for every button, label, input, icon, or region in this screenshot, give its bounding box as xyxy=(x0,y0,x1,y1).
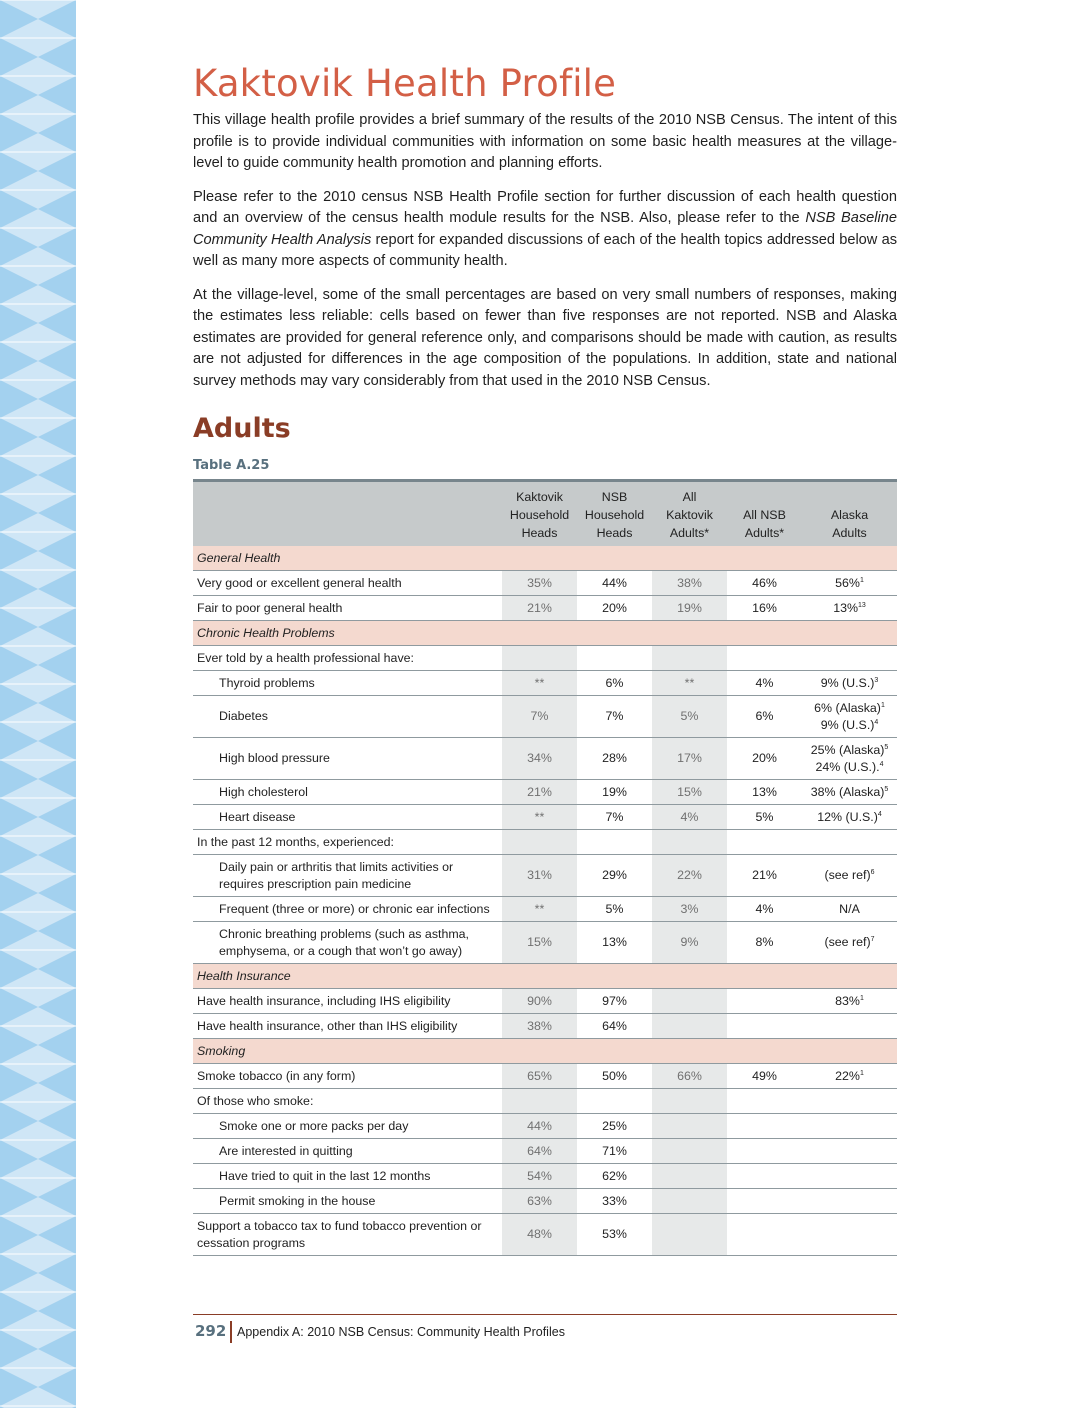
row-label: In the past 12 months, experienced: xyxy=(193,830,502,855)
value-cell xyxy=(727,1014,802,1039)
value-cell xyxy=(577,1089,652,1114)
alaska-value xyxy=(804,993,895,1010)
alaska-cell xyxy=(802,922,897,964)
row-label: Thyroid problems xyxy=(193,671,502,696)
table-row xyxy=(193,738,897,780)
value-cell xyxy=(577,830,652,855)
column-header xyxy=(502,481,577,547)
footnote-ref: 1 xyxy=(859,1069,864,1077)
value-cell: 15% xyxy=(652,780,727,805)
value-cell: ** xyxy=(652,671,727,696)
alaska-value-text: 83% xyxy=(835,993,860,1008)
value-cell: 21% xyxy=(502,780,577,805)
table-row xyxy=(193,671,897,696)
value-cell: 33% xyxy=(577,1189,652,1214)
value-cell xyxy=(502,646,577,671)
alaska-value xyxy=(804,1068,895,1085)
row-label: High blood pressure xyxy=(193,738,502,780)
alaska-value xyxy=(804,675,895,692)
value-cell: 20% xyxy=(727,738,802,780)
column-header-line: Adults* xyxy=(744,526,785,540)
value-cell: 20% xyxy=(577,596,652,621)
value-cell xyxy=(727,830,802,855)
value-cell: 5% xyxy=(577,897,652,922)
value-cell xyxy=(652,1014,727,1039)
row-label: Very good or excellent general health xyxy=(193,571,502,596)
column-header-line: All NSB xyxy=(743,508,786,522)
value-cell xyxy=(727,1139,802,1164)
value-cell: 8% xyxy=(727,922,802,964)
alaska-value xyxy=(804,809,895,826)
column-header-line: Adults* xyxy=(669,526,710,540)
value-cell: 54% xyxy=(502,1164,577,1189)
alaska-value-text: 24% (U.S.). xyxy=(815,759,880,774)
value-cell xyxy=(727,1089,802,1114)
intro-paragraph-3: At the village-level, some of the small percentages are based on very small numbers of responses, making the estimates less reliable: cells based on fewer than five responses are not reported. NSB and Alaska estimates are provided for general reference only, and comparisons should be made with caution, as results are not adjusted for differences in the age composition of the populations. In addition, state and national survey methods may vary considerably from that used in the 2010 NSB Census. xyxy=(193,286,897,389)
table-row xyxy=(193,855,897,897)
footnote-ref: 6 xyxy=(870,869,875,876)
alaska-cell xyxy=(802,671,897,696)
value-cell: 22% xyxy=(652,855,727,897)
footnote-ref: 1 xyxy=(880,701,885,709)
table-row xyxy=(193,989,897,1014)
row-label: Smoke one or more packs per day xyxy=(193,1114,502,1139)
intro-p2-text-a: Please refer to the 2010 census NSB Health Profile section for further discussion of each health question and an overview of the census health module results for the NSB. Also, please refer to the xyxy=(193,188,897,226)
table-row xyxy=(193,830,897,855)
footer-separator xyxy=(230,1321,232,1343)
report-title: NSB Baseline Community Health Analysis xyxy=(193,210,898,248)
row-label: Of those who smoke: xyxy=(193,1089,502,1114)
value-cell: 9% xyxy=(652,922,727,964)
value-cell xyxy=(502,1089,577,1114)
footnote-ref: 7 xyxy=(870,936,875,943)
value-cell xyxy=(652,1189,727,1214)
value-cell xyxy=(652,1139,727,1164)
value-cell: 34% xyxy=(502,738,577,780)
table-caption: Table A.25 xyxy=(193,458,270,473)
alaska-cell xyxy=(802,989,897,1014)
table-row xyxy=(193,1014,897,1039)
section-row xyxy=(193,1039,897,1064)
value-cell xyxy=(502,830,577,855)
alaska-cell xyxy=(802,738,897,780)
value-cell xyxy=(652,1114,727,1139)
value-cell: 6% xyxy=(577,671,652,696)
alaska-cell xyxy=(802,596,897,621)
value-cell xyxy=(652,1089,727,1114)
intro-paragraph-2 xyxy=(193,187,897,273)
alaska-value-text: 25% (Alaska) xyxy=(810,742,885,757)
value-cell: 13% xyxy=(727,780,802,805)
section-title: Adults xyxy=(193,413,291,444)
column-header-line: Alaska xyxy=(830,508,869,522)
alaska-value xyxy=(804,742,895,759)
value-cell: 66% xyxy=(652,1064,727,1089)
row-label: Ever told by a health professional have: xyxy=(193,646,502,671)
value-cell: 64% xyxy=(577,1014,652,1039)
alaska-value xyxy=(804,759,895,776)
value-cell: 3% xyxy=(652,897,727,922)
alaska-value-text: 12% (U.S.) xyxy=(817,809,878,824)
value-cell xyxy=(727,1189,802,1214)
alaska-value-text: 13% xyxy=(833,600,858,615)
value-cell xyxy=(727,646,802,671)
column-header-line: Household xyxy=(509,508,570,522)
page-title: Kaktovik Health Profile xyxy=(193,62,617,105)
value-cell: 6% xyxy=(727,696,802,738)
alaska-cell xyxy=(802,897,897,922)
value-cell: 29% xyxy=(577,855,652,897)
row-label: Permit smoking in the house xyxy=(193,1189,502,1214)
alaska-value-text: 22% xyxy=(835,1068,860,1083)
section-label: Smoking xyxy=(193,1039,897,1064)
alaska-value xyxy=(804,717,895,734)
alaska-cell xyxy=(802,1189,897,1214)
value-cell: 35% xyxy=(502,571,577,596)
row-label: Daily pain or arthritis that limits activities or requires prescription pain medicine xyxy=(193,855,502,897)
page-number: 292 xyxy=(195,1322,227,1340)
alaska-value xyxy=(804,901,895,918)
alaska-cell xyxy=(802,830,897,855)
value-cell: 90% xyxy=(502,989,577,1014)
alaska-cell xyxy=(802,780,897,805)
value-cell: 17% xyxy=(652,738,727,780)
alaska-value-text: 56% xyxy=(835,575,860,590)
footer-text: Appendix A: 2010 NSB Census: Community Health Profiles xyxy=(237,1325,565,1339)
alaska-value-text: 38% (Alaska) xyxy=(810,784,885,799)
value-cell: 97% xyxy=(577,989,652,1014)
alaska-cell xyxy=(802,1089,897,1114)
table-row xyxy=(193,696,897,738)
table-header-row xyxy=(193,481,897,547)
alaska-value xyxy=(804,700,895,717)
column-header-line: Kaktovik xyxy=(666,508,713,522)
value-cell: 21% xyxy=(727,855,802,897)
table-row xyxy=(193,1164,897,1189)
alaska-value-text: (see ref) xyxy=(824,868,871,882)
value-cell: 15% xyxy=(502,922,577,964)
value-cell xyxy=(577,646,652,671)
value-cell xyxy=(652,989,727,1014)
alaska-value-text: 9% (U.S.) xyxy=(820,717,875,732)
row-label: Diabetes xyxy=(193,696,502,738)
value-cell: 4% xyxy=(727,671,802,696)
row-label: Are interested in quitting xyxy=(193,1139,502,1164)
page-footer xyxy=(193,1314,897,1349)
value-cell: ** xyxy=(502,805,577,830)
alaska-cell xyxy=(802,1214,897,1256)
alaska-value-text: 6% (Alaska) xyxy=(814,700,881,715)
alaska-cell xyxy=(802,1064,897,1089)
row-label: Chronic breathing problems (such as asthma, emphysema, or a cough that won’t go away) xyxy=(193,922,502,964)
page-content xyxy=(193,62,897,1256)
row-label: Support a tobacco tax to fund tobacco prevention or cessation programs xyxy=(193,1214,502,1256)
intro-p2-text-b: report for expanded discussions of each of the health topics addressed below as well as many more aspects of community health. xyxy=(193,231,897,269)
value-cell: 21% xyxy=(502,596,577,621)
value-cell: 46% xyxy=(727,571,802,596)
table-row xyxy=(193,1064,897,1089)
value-cell: ** xyxy=(502,671,577,696)
column-header xyxy=(193,481,502,547)
value-cell: 16% xyxy=(727,596,802,621)
value-cell: 62% xyxy=(577,1164,652,1189)
column-header-line: Kaktovik xyxy=(516,490,563,504)
column-header-line: Heads xyxy=(596,526,633,540)
row-label: Frequent (three or more) or chronic ear infections xyxy=(193,897,502,922)
value-cell: 50% xyxy=(577,1064,652,1089)
column-header xyxy=(802,481,897,547)
section-label: General Health xyxy=(193,546,897,571)
alaska-value-text: N/A xyxy=(839,901,860,916)
value-cell: 44% xyxy=(502,1114,577,1139)
alaska-value xyxy=(804,934,895,951)
alaska-cell xyxy=(802,805,897,830)
value-cell: 65% xyxy=(502,1064,577,1089)
table-row xyxy=(193,596,897,621)
table-row xyxy=(193,1214,897,1256)
value-cell xyxy=(652,830,727,855)
alaska-cell xyxy=(802,696,897,738)
row-label: Have health insurance, other than IHS eligibility xyxy=(193,1014,502,1039)
alaska-value-text: 9% (U.S.) xyxy=(820,675,875,690)
value-cell: 4% xyxy=(652,805,727,830)
section-row xyxy=(193,546,897,571)
alaska-cell xyxy=(802,855,897,897)
value-cell: ** xyxy=(502,897,577,922)
value-cell: 44% xyxy=(577,571,652,596)
footnote-ref: 3 xyxy=(874,676,879,684)
intro-paragraph-1: This village health profile provides a brief summary of the results of the 2010 NSB Census. The intent of this profile is to provide individual communities with information on some basic health measures at the village-level to guide community health promotion and planning efforts. xyxy=(193,112,897,171)
footnote-ref: 1 xyxy=(859,576,864,584)
table-row xyxy=(193,897,897,922)
decorative-border xyxy=(0,0,76,1408)
value-cell: 5% xyxy=(652,696,727,738)
value-cell: 7% xyxy=(577,696,652,738)
value-cell: 53% xyxy=(577,1214,652,1256)
footnote-ref: 5 xyxy=(884,785,889,793)
alaska-cell xyxy=(802,1114,897,1139)
column-header-line: Adults xyxy=(832,526,867,540)
value-cell xyxy=(652,1214,727,1256)
section-label: Chronic Health Problems xyxy=(193,621,897,646)
value-cell: 64% xyxy=(502,1139,577,1164)
table-row xyxy=(193,780,897,805)
value-cell: 38% xyxy=(652,571,727,596)
value-cell: 13% xyxy=(577,922,652,964)
alaska-cell xyxy=(802,646,897,671)
value-cell xyxy=(727,989,802,1014)
section-row xyxy=(193,964,897,989)
value-cell: 7% xyxy=(502,696,577,738)
row-label: Heart disease xyxy=(193,805,502,830)
value-cell xyxy=(652,1164,727,1189)
alaska-cell xyxy=(802,1139,897,1164)
column-header-line: All xyxy=(682,490,697,504)
footnote-ref: 1 xyxy=(859,994,864,1002)
value-cell: 49% xyxy=(727,1064,802,1089)
footnote-ref: 4 xyxy=(874,718,879,726)
value-cell: 31% xyxy=(502,855,577,897)
alaska-cell xyxy=(802,571,897,596)
value-cell: 71% xyxy=(577,1139,652,1164)
value-cell: 4% xyxy=(727,897,802,922)
table-row xyxy=(193,922,897,964)
table-row xyxy=(193,805,897,830)
table-row xyxy=(193,1189,897,1214)
row-label: Smoke tobacco (in any form) xyxy=(193,1064,502,1089)
value-cell xyxy=(727,1214,802,1256)
value-cell: 48% xyxy=(502,1214,577,1256)
column-header xyxy=(727,481,802,547)
footnote-ref: 5 xyxy=(884,743,889,751)
value-cell: 28% xyxy=(577,738,652,780)
footnote-ref: 4 xyxy=(877,810,882,818)
alaska-value xyxy=(804,784,895,801)
table-row xyxy=(193,571,897,596)
table-row xyxy=(193,646,897,671)
column-header xyxy=(577,481,652,547)
alaska-cell xyxy=(802,1164,897,1189)
table-row xyxy=(193,1139,897,1164)
value-cell: 19% xyxy=(652,596,727,621)
row-label: Have health insurance, including IHS eligibility xyxy=(193,989,502,1014)
alaska-value xyxy=(804,600,895,617)
value-cell xyxy=(727,1164,802,1189)
value-cell: 63% xyxy=(502,1189,577,1214)
footnote-ref: 13 xyxy=(858,601,866,609)
alaska-value xyxy=(804,867,895,884)
value-cell: 25% xyxy=(577,1114,652,1139)
footnote-ref: 4 xyxy=(879,760,884,768)
value-cell: 19% xyxy=(577,780,652,805)
column-header-line: NSB xyxy=(601,490,628,504)
value-cell: 5% xyxy=(727,805,802,830)
row-label: Have tried to quit in the last 12 months xyxy=(193,1164,502,1189)
value-cell: 38% xyxy=(502,1014,577,1039)
table-row xyxy=(193,1114,897,1139)
section-label: Health Insurance xyxy=(193,964,897,989)
column-header xyxy=(652,481,727,547)
column-header-line: Household xyxy=(584,508,645,522)
table-row xyxy=(193,1089,897,1114)
row-label: High cholesterol xyxy=(193,780,502,805)
alaska-value xyxy=(804,575,895,592)
value-cell: 7% xyxy=(577,805,652,830)
row-label: Fair to poor general health xyxy=(193,596,502,621)
alaska-cell xyxy=(802,1014,897,1039)
value-cell xyxy=(727,1114,802,1139)
health-table xyxy=(193,479,897,1256)
table-body xyxy=(193,546,897,1256)
section-row xyxy=(193,621,897,646)
column-header-line: Heads xyxy=(521,526,558,540)
value-cell xyxy=(652,646,727,671)
alaska-value-text: (see ref) xyxy=(824,935,871,949)
